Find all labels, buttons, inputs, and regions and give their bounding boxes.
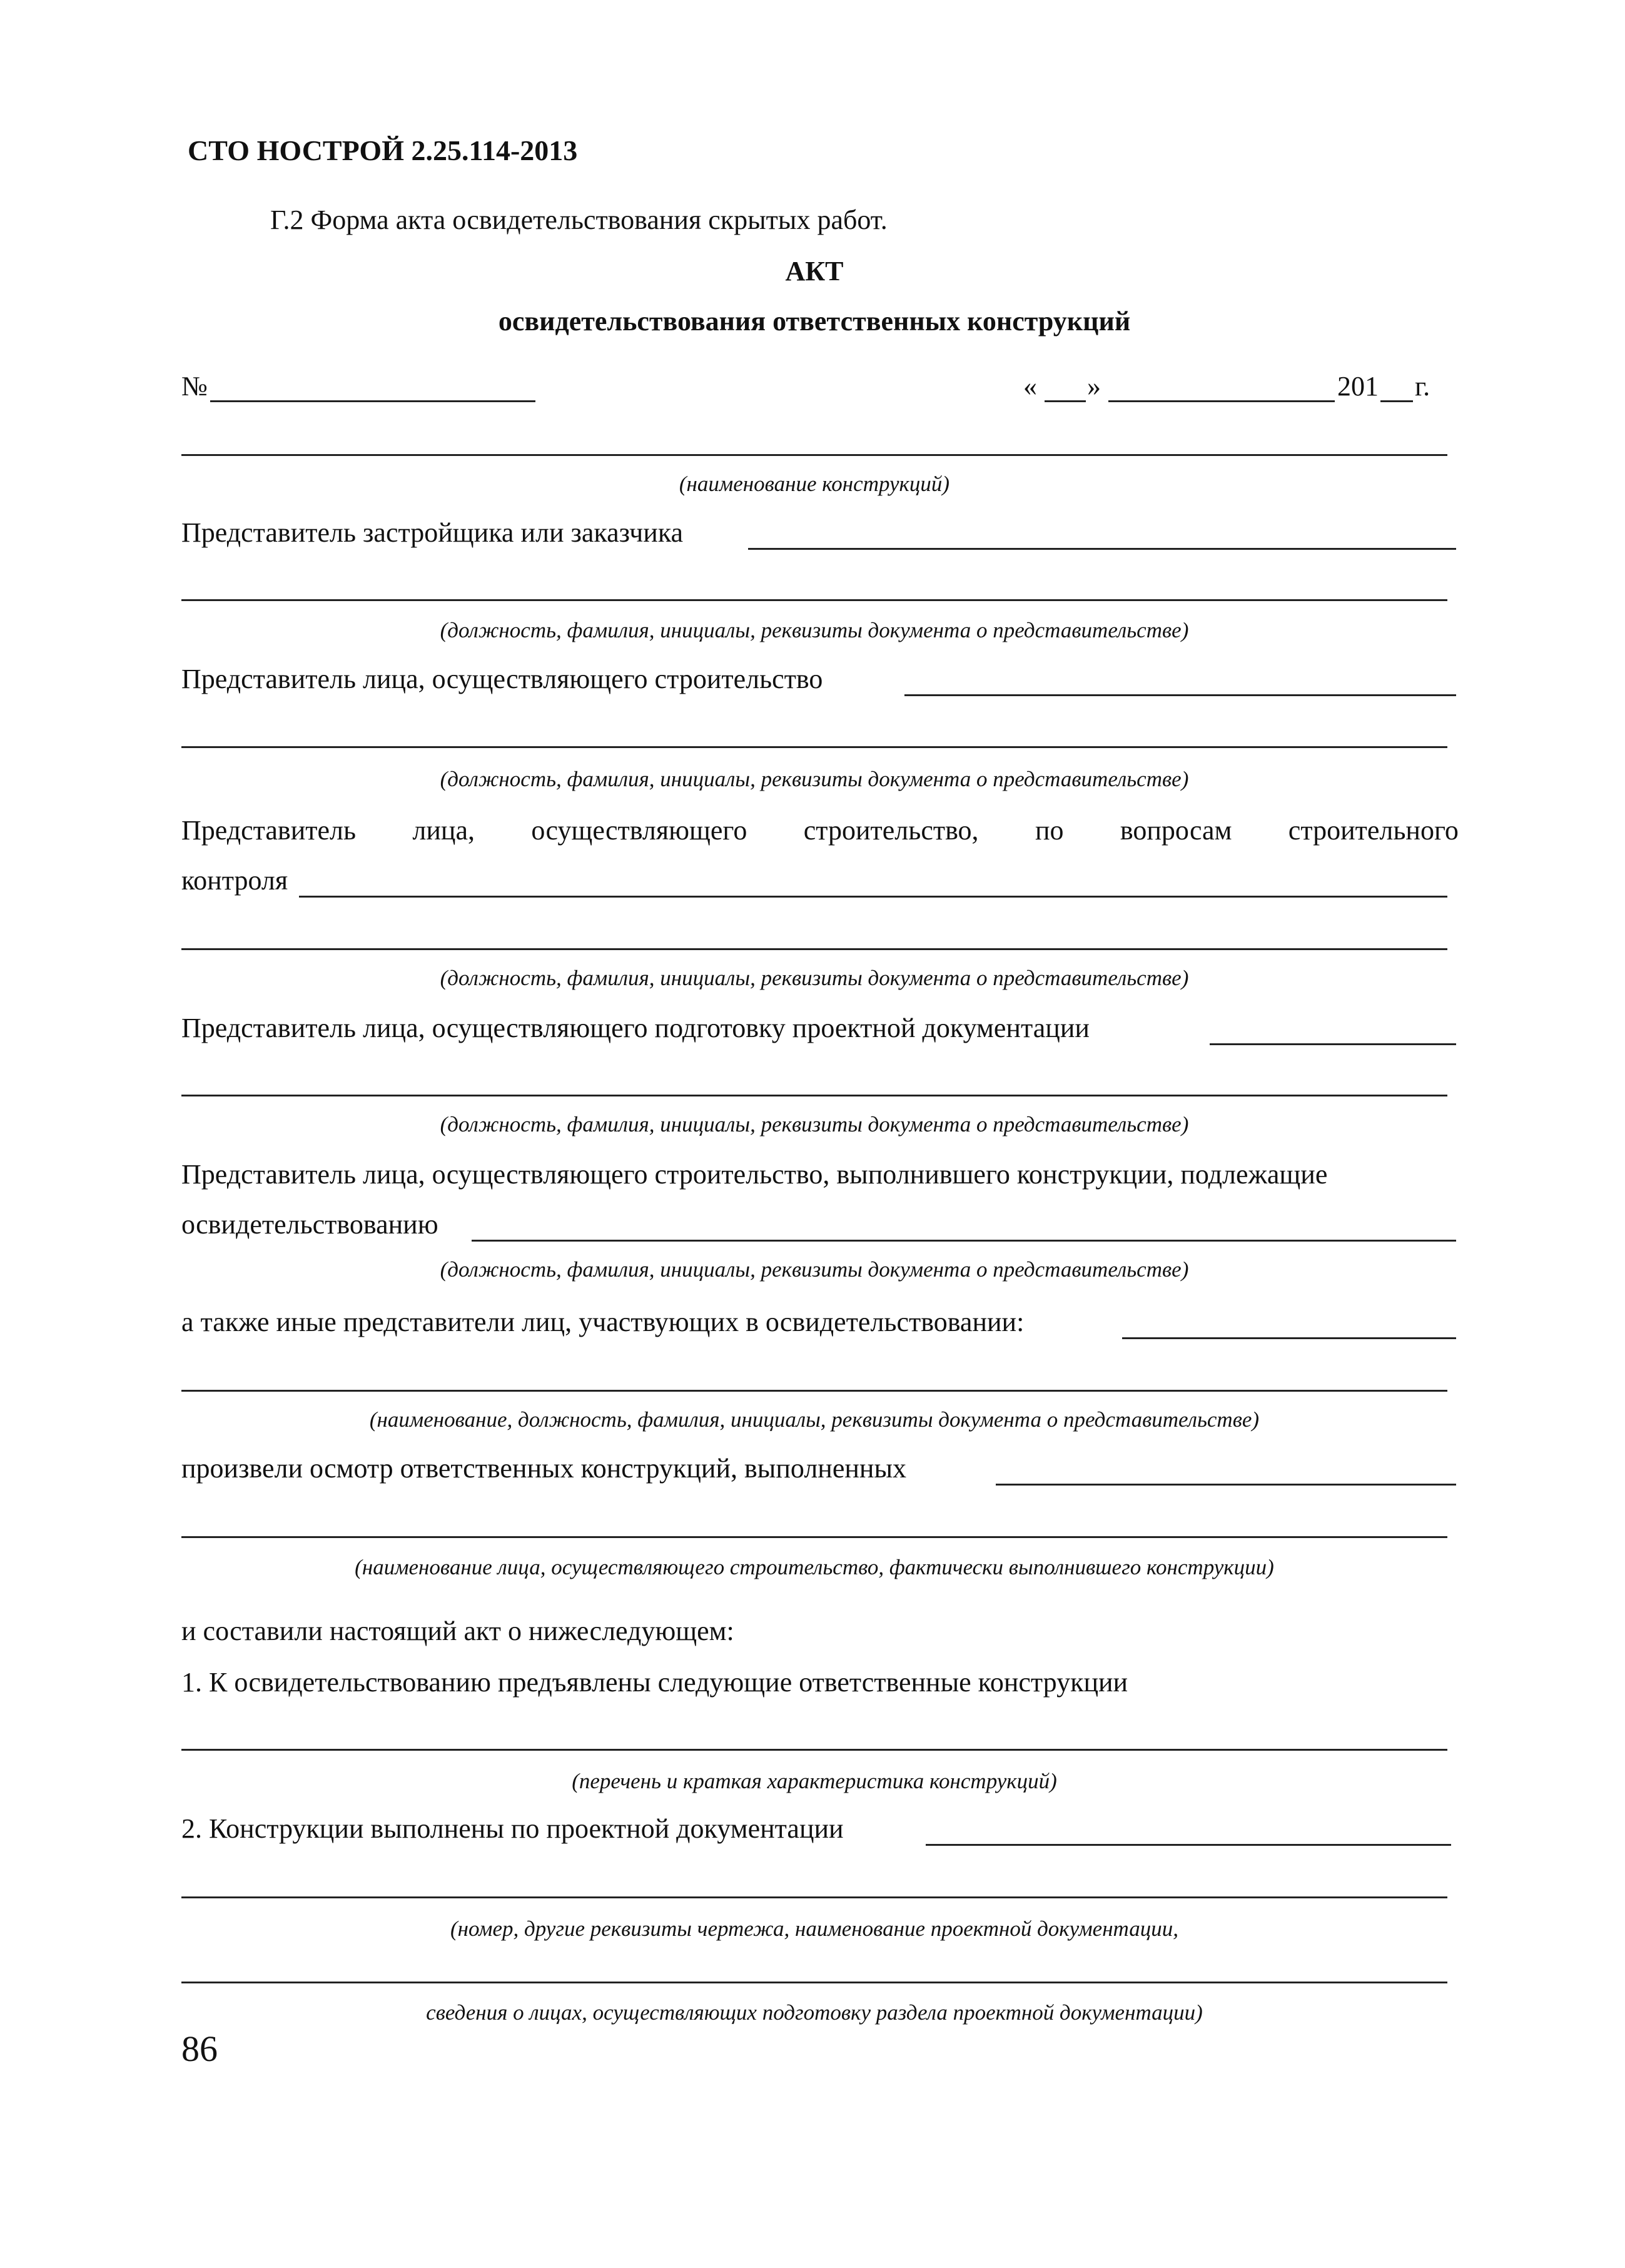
standard-header: СТО НОСТРОЙ 2.25.114-2013 [188,134,578,166]
caption-drawing-details: (номер, другие реквизиты чертежа, наименование проектной документации, [450,1916,1179,1941]
customer-rep-field-line2[interactable] [181,599,1447,601]
date-open-quote: « [1023,371,1037,402]
control-rep-word: осуществляющего [531,815,747,846]
customer-rep-label: Представитель застройщика или заказчика [181,517,684,548]
caption-design-persons: сведения о лицах, осуществляющих подготовку раздела проектной документации) [426,2000,1203,2025]
item2-field[interactable] [926,1844,1451,1846]
number-field[interactable] [210,400,535,402]
caption-constructions-list: (перечень и краткая характеристика конструкций) [572,1769,1057,1793]
control-rep-word: вопросам [1120,815,1232,846]
control-rep-word: строительного [1288,815,1459,846]
date-month-field[interactable] [1108,400,1335,402]
performer-rep-label-line2: освидетельствованию [181,1209,438,1240]
date-year-field[interactable] [1380,400,1413,402]
caption-builder-rep: (должность, фамилия, инициалы, реквизиты документа о представительстве) [440,767,1189,791]
caption-others: (наименование, должность, фамилия, инициалы, реквизиты документа о представительстве) [369,1407,1260,1432]
control-rep-word: лица, [412,815,475,846]
caption-performer-name: (наименование лица, осуществляющего строительство, фактически выполнившего конструкции) [355,1555,1274,1579]
others-field-line2[interactable] [181,1390,1447,1392]
builder-rep-field-line2[interactable] [181,746,1447,748]
others-field[interactable] [1122,1337,1456,1339]
designer-rep-field[interactable] [1210,1043,1456,1045]
number-label: № [181,371,208,402]
control-rep-word: строительство, [803,815,979,846]
date-day-field[interactable] [1045,400,1086,402]
item1-field[interactable] [181,1749,1447,1751]
form-intro: Г.2 Форма акта освидетельствования скрытых работ. [270,205,888,235]
caption-customer-rep: (должность, фамилия, инициалы, реквизиты документа о представительстве) [440,618,1189,642]
item2-field-line2[interactable] [181,1896,1447,1898]
performer-rep-field[interactable] [472,1240,1456,1242]
designer-rep-label: Представитель лица, осуществляющего подготовку проектной документации [181,1013,1090,1043]
date-year-prefix: 201 [1337,371,1379,402]
date-year-suffix: г. [1415,371,1430,402]
customer-rep-field[interactable] [748,548,1456,550]
item1-label: 1. К освидетельствованию предъявлены следующие ответственные конструкции [181,1667,1128,1698]
control-rep-label-line2: контроля [181,865,288,896]
inspected-field-line2[interactable] [181,1536,1447,1538]
act-subtitle: освидетельствования ответственных конструкций [498,306,1131,337]
caption-designer-rep: (должность, фамилия, инициалы, реквизиты документа о представительстве) [440,1112,1189,1137]
control-rep-word: Представитель [181,815,357,846]
control-rep-field[interactable] [299,896,1447,898]
others-label: а также иные представители лиц, участвующих в освидетельствовании: [181,1307,1025,1337]
item2-field-line3[interactable] [181,1982,1447,1983]
inspected-field[interactable] [996,1484,1456,1486]
control-rep-word: по [1035,815,1064,846]
item2-label: 2. Конструкции выполнены по проектной документации [181,1813,844,1844]
caption-construction-name: (наименование конструкций) [679,472,950,496]
construction-name-field[interactable] [181,454,1447,456]
date-close-quote: » [1087,371,1101,402]
control-rep-label-line1 [181,817,1459,844]
caption-performer-rep: (должность, фамилия, инициалы, реквизиты документа о представительстве) [440,1257,1189,1282]
inspected-label: произвели осмотр ответственных конструкций, выполненных [181,1453,907,1484]
caption-control-rep: (должность, фамилия, инициалы, реквизиты документа о представительстве) [440,966,1189,990]
act-title: АКТ [785,256,844,286]
page-number: 86 [181,2028,218,2069]
builder-rep-field[interactable] [904,694,1456,696]
control-rep-field-line2[interactable] [181,948,1447,950]
designer-rep-field-line2[interactable] [181,1095,1447,1096]
performer-rep-label-line1: Представитель лица, осуществляющего строительство, выполнившего конструкции, подлежащие [181,1159,1328,1190]
compiled-statement: и составили настоящий акт о нижеследующем: [181,1616,734,1646]
builder-rep-label: Представитель лица, осуществляющего строительство [181,664,823,694]
